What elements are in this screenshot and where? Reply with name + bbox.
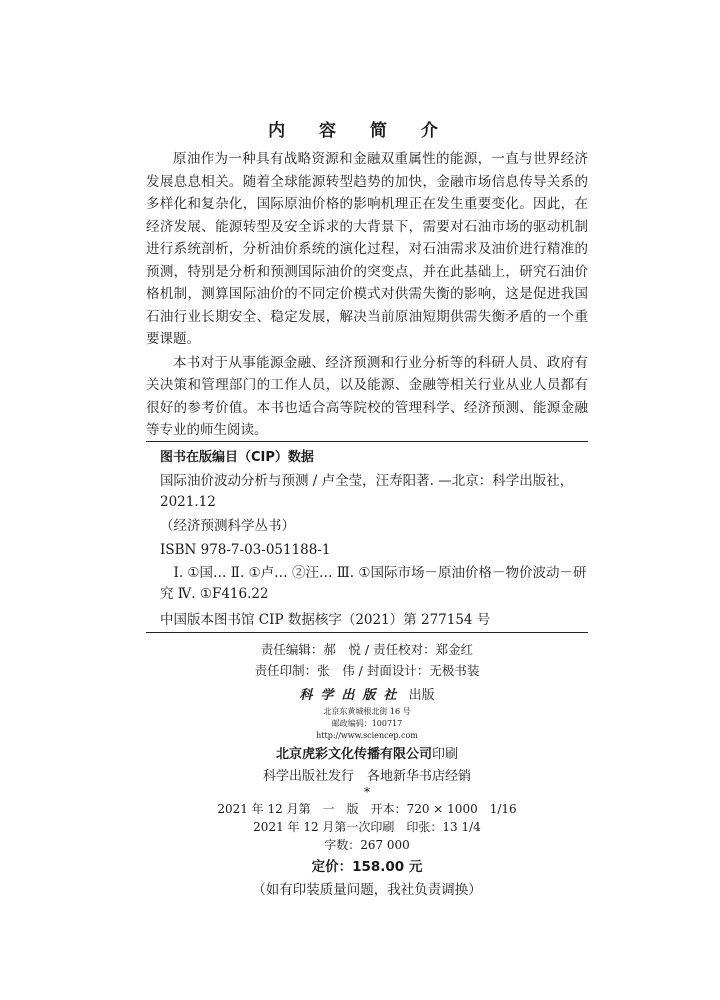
price: 定价：158.00 元 xyxy=(311,859,423,875)
staff-line-editors: 责任编辑：郝 悦 / 责任校对：郑金红 xyxy=(260,642,474,657)
publisher-address: 北京东黄城根北街 16 号 xyxy=(323,707,411,716)
cip-heading: 图书在版编目（CIP）数据 xyxy=(160,450,314,465)
staff-line-production: 责任印制：张 伟 / 封面设计：无极书装 xyxy=(254,663,480,678)
cip-block xyxy=(146,443,588,631)
synopsis xyxy=(146,148,588,443)
specs-word-count: 字数：267 000 xyxy=(324,838,410,852)
staff-credits xyxy=(146,639,588,681)
cip-record: 国际油价波动分析与预测 / 卢全莹，汪寿阳著. —北京：科学出版社，2021.12 xyxy=(160,473,574,510)
cip-isbn: ISBN 978-7-03-051188-1 xyxy=(160,542,331,558)
cip-classification: Ⅰ. ①国… Ⅱ. ①卢… ②汪… Ⅲ. ①国际市场－原油价格－物价波动－研究 Ⅳ. ①F416.22 xyxy=(160,565,587,602)
printer-suffix: 印刷 xyxy=(432,747,459,762)
publisher-address-block xyxy=(146,706,588,742)
cip-top-rule xyxy=(146,441,588,442)
publisher-postcode: 邮政编码：100717 xyxy=(331,719,403,728)
cip-bottom-rule xyxy=(146,632,588,633)
specs-printing: 2021 年 12 月第一次印刷 印张：13 1/4 xyxy=(253,820,481,834)
printer-name: 北京虎彩文化传播有限公司 xyxy=(275,747,432,762)
quality-note: （如有印装质量问题，我社负责调换） xyxy=(252,882,482,898)
separator-star: * xyxy=(364,785,370,799)
specs-block xyxy=(146,800,588,854)
cip-series: （经济预测科学丛书） xyxy=(160,518,295,534)
publisher-logo-text: 科学出版社 xyxy=(299,688,405,703)
cip-number: 中国版本图书馆 CIP 数据核字（2021）第 277154 号 xyxy=(160,612,491,628)
synopsis-paragraph-1: 原油作为一种具有战略资源和金融双重属性的能源，一直与世界经济发展息息相关。随着全球能源转型趋势的加快，金融市场信息传导关系的多样化和复杂化，国际原油价格的影响机理正在发生重要变化。因此，在经济发展、能源转型及安全诉求的大背景下，需要对石油市场的驱动机制进行系统剖析，分析油价系统的演化过程，对石油需求及油价进行精准的预测，特别是分析和预测国际油价的突变点，并在此基础上，研究石油价格机制，测算国际油价的不同定价模式对供需失衡的影响，这是促进我国石油行业长期安全、稳定发展，解决当前原油短期供需失衡矛盾的一个重要课题。 xyxy=(146,151,588,347)
synopsis-paragraph-2: 本书对于从事能源金融、经济预测和行业分析等的科研人员、政府有关决策和管理部门的工作人员，以及能源、金融等相关行业从业人员都有很好的参考价值。本书也适合高等院校的管理科学、经济预测、能源金融等专业的师生阅读。 xyxy=(146,354,588,438)
publisher-suffix: 出版 xyxy=(408,688,435,703)
specs-edition: 2021 年 12 月第 一 版 开本：720 × 1000 1/16 xyxy=(217,802,517,816)
page-title: 内 容 简 介 xyxy=(268,121,452,141)
publisher-line xyxy=(146,684,588,703)
printer-line xyxy=(146,743,588,762)
publisher-url: http://www.sciencep.com xyxy=(316,731,418,740)
distribution-line: 科学出版社发行 各地新华书店经销 xyxy=(262,769,471,784)
